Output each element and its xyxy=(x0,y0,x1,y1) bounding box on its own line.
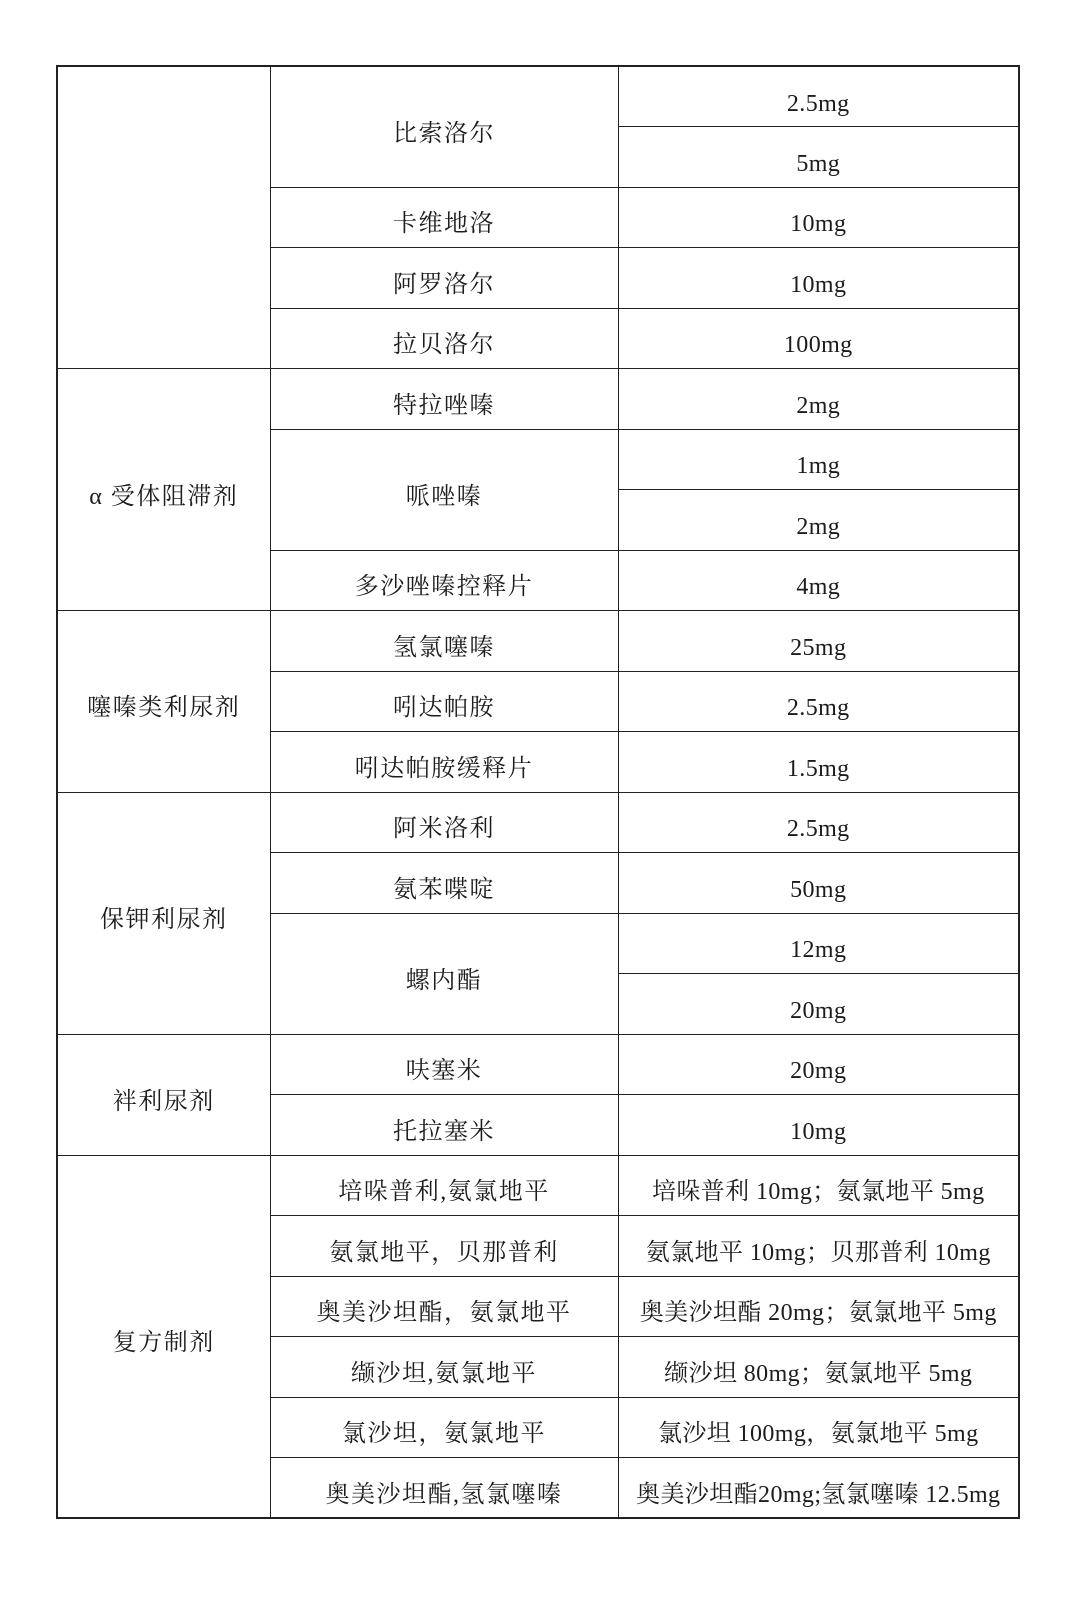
dose-cell: 10mg xyxy=(618,248,1019,309)
dose-cell: 奥美沙坦酯20mg;氢氯噻嗪 12.5mg xyxy=(618,1458,1019,1519)
dose-cell: 20mg xyxy=(618,974,1019,1035)
dose-cell: 10mg xyxy=(618,1095,1019,1156)
drug-name-cell: 卡维地洛 xyxy=(270,187,618,248)
dose-cell: 4mg xyxy=(618,550,1019,611)
drug-name-cell: 奥美沙坦酯,氢氯噻嗪 xyxy=(270,1458,618,1519)
category-cell: 复方制剂 xyxy=(57,1155,270,1518)
drug-name-cell: 奥美沙坦酯，氨氯地平 xyxy=(270,1276,618,1337)
dose-cell: 2.5mg xyxy=(618,66,1019,127)
table-row xyxy=(57,369,1019,430)
drug-name-cell: 氨苯喋啶 xyxy=(270,853,618,914)
table-row xyxy=(57,1155,1019,1216)
drug-name-cell: 缬沙坦,氨氯地平 xyxy=(270,1337,618,1398)
drug-name-cell: 呋塞米 xyxy=(270,1034,618,1095)
drug-name-cell: 多沙唑嗪控释片 xyxy=(270,550,618,611)
dose-cell: 2.5mg xyxy=(618,671,1019,732)
dose-cell: 缬沙坦 80mg；氨氯地平 5mg xyxy=(618,1337,1019,1398)
table-row xyxy=(57,611,1019,672)
drug-name-cell: 哌唑嗪 xyxy=(270,429,618,550)
category-cell: 袢利尿剂 xyxy=(57,1034,270,1155)
drug-name-cell: 吲达帕胺 xyxy=(270,671,618,732)
table-row xyxy=(57,1034,1019,1095)
dose-cell: 25mg xyxy=(618,611,1019,672)
dose-cell: 培哚普利 10mg；氨氯地平 5mg xyxy=(618,1155,1019,1216)
drug-name-cell: 拉贝洛尔 xyxy=(270,308,618,369)
drug-name-cell: 阿罗洛尔 xyxy=(270,248,618,309)
dose-cell: 100mg xyxy=(618,308,1019,369)
drug-name-cell: 阿米洛利 xyxy=(270,792,618,853)
category-cell: 保钾利尿剂 xyxy=(57,792,270,1034)
dose-cell: 2mg xyxy=(618,490,1019,551)
dose-cell: 12mg xyxy=(618,913,1019,974)
category-cell: α 受体阻滞剂 xyxy=(57,369,270,611)
dose-cell: 氯沙坦 100mg，氨氯地平 5mg xyxy=(618,1397,1019,1458)
category-cell: 噻嗪类利尿剂 xyxy=(57,611,270,793)
table-body xyxy=(57,66,1019,1518)
drug-name-cell: 培哚普利,氨氯地平 xyxy=(270,1155,618,1216)
drug-name-cell: 吲达帕胺缓释片 xyxy=(270,732,618,793)
dose-cell: 奥美沙坦酯 20mg；氨氯地平 5mg xyxy=(618,1276,1019,1337)
drug-name-cell: 氢氯噻嗪 xyxy=(270,611,618,672)
drug-name-cell: 氯沙坦，氨氯地平 xyxy=(270,1397,618,1458)
dose-cell: 氨氯地平 10mg；贝那普利 10mg xyxy=(618,1216,1019,1277)
dose-cell: 1.5mg xyxy=(618,732,1019,793)
table-row xyxy=(57,66,1019,127)
dose-cell: 2.5mg xyxy=(618,792,1019,853)
dose-cell: 50mg xyxy=(618,853,1019,914)
dose-cell: 1mg xyxy=(618,429,1019,490)
table-row xyxy=(57,792,1019,853)
drug-name-cell: 比索洛尔 xyxy=(270,66,618,187)
drug-name-cell: 螺内酯 xyxy=(270,913,618,1034)
category-cell xyxy=(57,66,270,369)
drug-name-cell: 特拉唑嗪 xyxy=(270,369,618,430)
dose-cell: 20mg xyxy=(618,1034,1019,1095)
dose-cell: 2mg xyxy=(618,369,1019,430)
dose-cell: 10mg xyxy=(618,187,1019,248)
drug-name-cell: 托拉塞米 xyxy=(270,1095,618,1156)
drug-name-cell: 氨氯地平，贝那普利 xyxy=(270,1216,618,1277)
drug-dosage-table xyxy=(56,65,1020,1519)
dose-cell: 5mg xyxy=(618,127,1019,188)
